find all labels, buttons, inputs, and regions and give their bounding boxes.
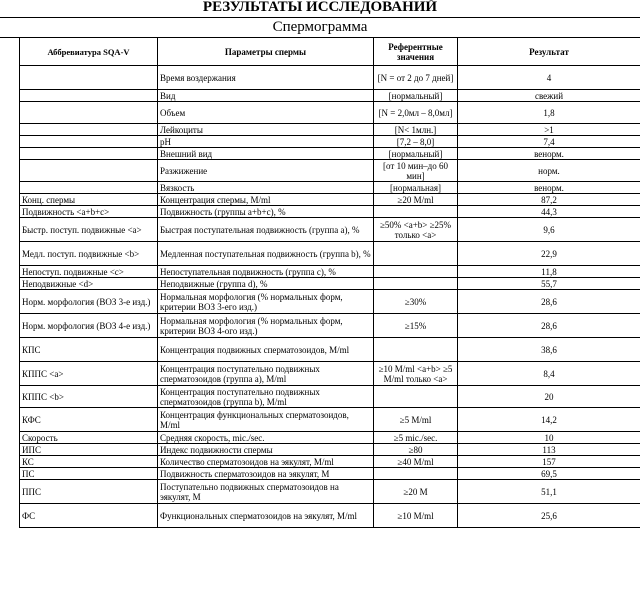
- cell-ref: [374, 278, 458, 290]
- table-row: [20, 90, 640, 102]
- cell-result: 28,6: [458, 314, 640, 338]
- cell-ref: [от 10 мин–до 60 мин]: [374, 160, 458, 182]
- cell-ref: ≥5 mic./sec.: [374, 432, 458, 444]
- header-abbr: Аббревиатура SQA-V: [20, 38, 158, 66]
- cell-ref: [нормальный]: [374, 90, 458, 102]
- cell-abbr: КФС: [20, 408, 158, 432]
- cell-ref: ≥20 M/ml: [374, 194, 458, 206]
- cell-param: Функциональных сперматозоидов на эякулят, M/ml: [158, 504, 374, 528]
- cell-param: Концентрация функциональных сперматозоидов, M/ml: [158, 408, 374, 432]
- table-row: [20, 242, 640, 266]
- cell-abbr: Подвижность <a+b+c>: [20, 206, 158, 218]
- cell-param: Внешний вид: [158, 148, 374, 160]
- cell-result: 157: [458, 456, 640, 468]
- cell-param: Концентрация поступательно подвижных сперматозоидов (группа a), M/ml: [158, 362, 374, 386]
- cell-ref: [7,2 – 8,0]: [374, 136, 458, 148]
- cell-abbr: КППС <b>: [20, 386, 158, 408]
- table-row: [20, 160, 640, 182]
- table-row: [20, 456, 640, 468]
- table-row: [20, 266, 640, 278]
- results-table: [19, 37, 640, 528]
- cell-abbr: [20, 136, 158, 148]
- cell-result: 1,8: [458, 102, 640, 124]
- cell-param: Подвижность (группы a+b+c), %: [158, 206, 374, 218]
- header-row: [20, 38, 640, 66]
- cell-param: Нормальная морфология (% нормальных форм, критерии ВОЗ 3-его изд.): [158, 290, 374, 314]
- cell-abbr: ФС: [20, 504, 158, 528]
- cell-abbr: [20, 148, 158, 160]
- results-body: [20, 66, 640, 528]
- cell-ref: [N = 2,0мл – 8,0мл]: [374, 102, 458, 124]
- cell-result: 4: [458, 66, 640, 90]
- cell-param: Индекс подвижности спермы: [158, 444, 374, 456]
- table-row: [20, 362, 640, 386]
- cell-ref: ≥10 M/ml <a+b> ≥5 M/ml только <a>: [374, 362, 458, 386]
- cell-ref: [374, 338, 458, 362]
- cell-result: 38,6: [458, 338, 640, 362]
- cell-abbr: Норм. морфология (ВОЗ 4-е изд.): [20, 314, 158, 338]
- cell-ref: [374, 386, 458, 408]
- cell-result: венорм.: [458, 182, 640, 194]
- cell-result: 87,2: [458, 194, 640, 206]
- cell-param: Лейкоциты: [158, 124, 374, 136]
- cell-param: Подвижность сперматозоидов на эякулят, M: [158, 468, 374, 480]
- cell-param: Нормальная морфология (% нормальных форм, критерии ВОЗ 4-ого изд.): [158, 314, 374, 338]
- table-row: [20, 136, 640, 148]
- cell-result: 7,4: [458, 136, 640, 148]
- cell-ref: ≥50% <a+b> ≥25% только <a>: [374, 218, 458, 242]
- cell-result: 20: [458, 386, 640, 408]
- cell-ref: ≥80: [374, 444, 458, 456]
- table-row: [20, 504, 640, 528]
- cell-result: >1: [458, 124, 640, 136]
- cell-result: 14,2: [458, 408, 640, 432]
- cell-abbr: [20, 66, 158, 90]
- cell-abbr: [20, 182, 158, 194]
- cell-param: Время воздержания: [158, 66, 374, 90]
- cell-ref: [N = от 2 до 7 дней]: [374, 66, 458, 90]
- cell-abbr: Норм. морфология (ВОЗ 3-е изд.): [20, 290, 158, 314]
- header-result: Результат: [458, 38, 640, 66]
- table-row: [20, 314, 640, 338]
- cell-abbr: ИПС: [20, 444, 158, 456]
- cell-param: pH: [158, 136, 374, 148]
- cell-abbr: Непоступ. подвижные <c>: [20, 266, 158, 278]
- cell-param: Концентрация спермы, M/ml: [158, 194, 374, 206]
- cell-result: 8,4: [458, 362, 640, 386]
- table-row: [20, 444, 640, 456]
- table-row: [20, 102, 640, 124]
- cell-result: 51,1: [458, 480, 640, 504]
- cell-param: Объем: [158, 102, 374, 124]
- cell-param: Концентрация поступательно подвижных сперматозоидов (группа b), M/ml: [158, 386, 374, 408]
- header-param: Параметры спермы: [158, 38, 374, 66]
- cell-abbr: [20, 90, 158, 102]
- cell-abbr: [20, 124, 158, 136]
- cell-result: 10: [458, 432, 640, 444]
- table-row: [20, 386, 640, 408]
- cell-abbr: ПС: [20, 468, 158, 480]
- cell-param: Разжижение: [158, 160, 374, 182]
- header-ref: Референтные значения: [374, 38, 458, 66]
- cell-ref: [N< 1млн.]: [374, 124, 458, 136]
- cell-ref: [374, 206, 458, 218]
- cell-result: норм.: [458, 160, 640, 182]
- cell-result: свежий: [458, 90, 640, 102]
- cell-abbr: Быстр. поступ. подвижные <a>: [20, 218, 158, 242]
- cell-ref: [374, 242, 458, 266]
- cell-ref: ≥15%: [374, 314, 458, 338]
- table-row: [20, 290, 640, 314]
- cell-result: венорм.: [458, 148, 640, 160]
- table-row: [20, 148, 640, 160]
- cell-param: Неподвижные (группа d), %: [158, 278, 374, 290]
- cell-ref: ≥40 M/ml: [374, 456, 458, 468]
- cell-param: Количество сперматозоидов на эякулят, M/ml: [158, 456, 374, 468]
- table-row: [20, 182, 640, 194]
- table-row: [20, 194, 640, 206]
- cell-abbr: КС: [20, 456, 158, 468]
- cell-abbr: Конц. спермы: [20, 194, 158, 206]
- cell-abbr: Скорость: [20, 432, 158, 444]
- cell-ref: ≥5 M/ml: [374, 408, 458, 432]
- cell-param: Вязкость: [158, 182, 374, 194]
- cell-ref: [374, 468, 458, 480]
- cell-abbr: КПС: [20, 338, 158, 362]
- cell-result: 9,6: [458, 218, 640, 242]
- cell-abbr: Неподвижные <d>: [20, 278, 158, 290]
- table-row: [20, 278, 640, 290]
- cell-ref: [нормальный]: [374, 148, 458, 160]
- cell-abbr: [20, 160, 158, 182]
- cell-param: Средняя скорость, mic./sec.: [158, 432, 374, 444]
- table-row: [20, 408, 640, 432]
- table-row: [20, 338, 640, 362]
- cell-param: Медленная поступательная подвижность (группа b), %: [158, 242, 374, 266]
- cell-ref: [374, 266, 458, 278]
- cell-abbr: [20, 102, 158, 124]
- table-row: [20, 432, 640, 444]
- cell-ref: [нормальная]: [374, 182, 458, 194]
- table-row: [20, 218, 640, 242]
- report-title: РЕЗУЛЬТАТЫ ИССЛЕДОВАНИЙ: [0, 0, 640, 18]
- table-row: [20, 480, 640, 504]
- table-row: [20, 206, 640, 218]
- cell-param: Концентрация подвижных сперматозоидов, M/ml: [158, 338, 374, 362]
- cell-result: 55,7: [458, 278, 640, 290]
- report-subtitle: Спермограмма: [0, 18, 640, 38]
- cell-param: Непоступательная подвижность (группа c), %: [158, 266, 374, 278]
- table-row: [20, 468, 640, 480]
- table-row: [20, 124, 640, 136]
- cell-abbr: Медл. поступ. подвижные <b>: [20, 242, 158, 266]
- cell-result: 69,5: [458, 468, 640, 480]
- cell-ref: ≥30%: [374, 290, 458, 314]
- cell-ref: ≥20 M: [374, 480, 458, 504]
- cell-param: Быстрая поступательная подвижность (группа a), %: [158, 218, 374, 242]
- cell-result: 44,3: [458, 206, 640, 218]
- table-row: [20, 66, 640, 90]
- cell-result: 28,6: [458, 290, 640, 314]
- cell-result: 113: [458, 444, 640, 456]
- cell-result: 11,8: [458, 266, 640, 278]
- cell-abbr: ППС: [20, 480, 158, 504]
- cell-result: 25,6: [458, 504, 640, 528]
- cell-ref: ≥10 M/ml: [374, 504, 458, 528]
- cell-param: Поступательно подвижных сперматозоидов на эякулят, M: [158, 480, 374, 504]
- cell-result: 22,9: [458, 242, 640, 266]
- cell-abbr: КППС <a>: [20, 362, 158, 386]
- cell-param: Вид: [158, 90, 374, 102]
